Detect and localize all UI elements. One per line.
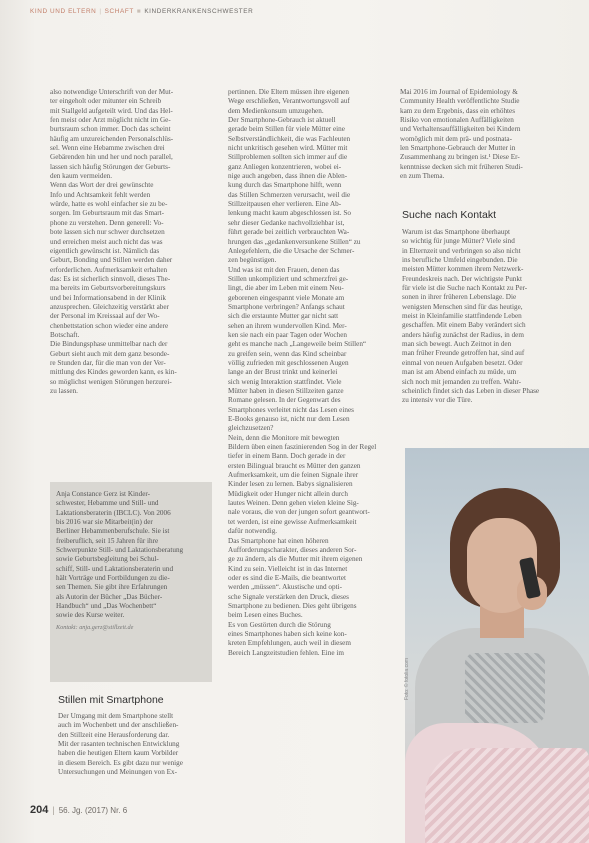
text-line: ge zu ändern, als die Mutter mit ihrem eigenen: [228, 555, 363, 564]
text-line: Romane gelesen. In der Gegenwart des: [228, 396, 341, 405]
text-line: Zusammenhang zu bringen ist.¹ Diese Er-: [400, 153, 520, 162]
bio-line: sen Themen. Sie gibt ihre Erfahrungen: [56, 583, 168, 592]
text-line: also notwendige Unterschrift von der Mut-: [50, 88, 174, 96]
text-line: der Personal im Kreissaal auf der Wo-: [50, 312, 160, 321]
text-line: kam zu dem Ergebnis, dass ein erhöhtes: [400, 106, 516, 115]
text-line: Untersuchungen und Meinungen von Ex-: [58, 768, 177, 777]
text-line: E-Books genauso ist, nicht nur dem Lesen: [228, 415, 350, 424]
stillen-text: [58, 712, 216, 777]
text-line: in diesem Bereich. Es gibt dazu nur wenige: [58, 758, 183, 767]
text-line: für viele ist die Suche nach Kontakt zu Per-: [402, 284, 528, 293]
running-head-separator: |: [99, 8, 102, 15]
text-line: wenigsten Menschen sind für das heutige,: [402, 302, 523, 311]
text-line: häufig am unzureichenden Personalschlüs-: [50, 134, 174, 143]
text-line: so wichtig für junge Mütter? Viele sind: [402, 237, 515, 246]
text-line: kreten Empfehlungen, auch weil in diesem: [228, 639, 351, 648]
text-line: pertinnen. Die Eltern müssen ihre eigenen: [228, 88, 349, 96]
text-line: zu greifen sein, wenn das Kind scheinbar: [228, 349, 347, 358]
text-line: dafür notwendig.: [228, 527, 278, 536]
author-infobox: [50, 482, 212, 682]
text-line: zu lassen.: [50, 387, 78, 395]
bio-line: sowie des Kurse weiter.: [56, 611, 125, 620]
text-line: anders häufig zunächst der Radius, in dem: [402, 330, 524, 339]
text-line: und erreichen meist auch nicht das was: [50, 237, 163, 246]
page-number: 204: [30, 804, 49, 816]
text-line: Botschaft.: [50, 330, 80, 339]
text-line: anzusprechen. Gleichzeitig verstärkt aber: [50, 302, 169, 311]
text-line: Der Umgang mit dem Smartphone stellt: [58, 712, 174, 720]
bio-line: Schwerpunkte Still- und Laktationsberatung: [56, 546, 184, 555]
text-line: sehr dieser Gedanke nachvollziehbar ist,: [228, 218, 345, 227]
text-line: Gebärenden hin und her und noch parallel,: [50, 153, 173, 162]
text-line: Nein, denn die Monitore mit bewegten: [228, 433, 340, 442]
text-line: geborenen eingespannt viele Monate am: [228, 293, 345, 302]
column-3: [400, 88, 576, 181]
text-line: Warum ist das Smartphone überhaupt: [402, 228, 511, 236]
text-line: das: Es ist sicherlich sinnvoll, dieses The-: [50, 274, 171, 283]
column-2-text: [228, 88, 393, 658]
bio-line: schiff, Still- und Laktationsberaterin und: [56, 564, 174, 573]
text-line: so möglichst wenigen Störungen herzurei-: [50, 377, 172, 386]
text-line: dem Medienkonsum umzugehen.: [228, 106, 324, 115]
text-line: eines Smartphones haben sich keine kon-: [228, 629, 347, 638]
text-line: phone zu verstehen. Denn generell: Vo-: [50, 218, 164, 227]
text-line: in Elternzeit und verbringen so also nicht: [402, 246, 521, 255]
text-line: burtsraum schon immer. Doch das scheint: [50, 125, 171, 134]
text-line: en zum Thema.: [400, 172, 445, 181]
text-line: re Stunden dar, für die man von der Ver-: [50, 358, 166, 367]
text-line: das Stillen Schmerzen verursacht, weil die: [228, 190, 351, 199]
text-line: geht es manche nach „Langeweile beim Stillen“: [228, 340, 367, 349]
text-line: Smartphones verleitet nicht das Lesen eines: [228, 405, 354, 414]
text-line: lautes Weinen. Denn gehen vielen kleine Sig-: [228, 499, 359, 508]
text-line: meist in Kleinfamilie stattfindende Leben: [402, 312, 522, 321]
suche-text-block: [402, 228, 578, 406]
text-line: Müdigkeit oder Hunger nicht allein durch: [228, 489, 348, 498]
text-line: lingt, die aber im Leben mit einem Neu-: [228, 284, 344, 293]
text-line: Mit der rasanten technischen Entwicklung: [58, 740, 180, 749]
text-line: völlig zufrieden mit geschlossenen Augen: [228, 358, 349, 367]
stillen-text-block: [58, 712, 216, 777]
text-line: sche Signale verstärken den Druck, dieses: [228, 592, 349, 601]
text-line: man früher Freunde getroffen hat, sind auf: [402, 349, 525, 358]
photo-credit: Foto: © fotolia.com: [404, 657, 410, 700]
text-line: würde, hatte es wohl einfacher sie zu be-: [50, 200, 168, 209]
text-line: Geburt sieht auch mit dem ganz besonde-: [50, 349, 170, 358]
column-1: [50, 88, 212, 396]
text-line: mittlung des Kindes geworden kann, es kin-: [50, 368, 177, 377]
text-line: man sich bewegt. Auch Zeitnot in den: [402, 340, 512, 349]
section-heading-suche: Suche nach Kontakt: [402, 209, 496, 221]
text-line: tet werden, ist eine gewisse Aufmerksamkeit: [228, 517, 357, 526]
text-line: nicht unkritisch gesehen wird. Mütter mit: [228, 144, 348, 153]
text-line: Die Bindungsphase unmittelbar nach der: [50, 340, 168, 349]
text-line: haben die heutigen Eltern kaum Vorbilder: [58, 749, 179, 758]
text-line: Mai 2016 im Journal of Epidemiology &: [400, 88, 518, 96]
text-line: meisten Mütter kommen ihrem Netzwerk-: [402, 265, 524, 274]
running-head: KIND UND ELTERN | SCHAFT ■ KINDERKRANKENSCHWESTER: [30, 8, 254, 15]
bio-line: sowie Geburtsbegleitung bei Schul-: [56, 555, 159, 564]
text-line: Community Health veröffentlichte Studie: [400, 97, 520, 106]
text-line: sorgen. Im Geburtsraum mit das Smart-: [50, 209, 165, 218]
column-2: [228, 88, 393, 658]
text-line: bote lassen sich nur schwer durchsetzen: [50, 228, 165, 237]
running-head-section: KIND UND ELTERN: [30, 8, 97, 15]
bio-line: bis 2016 war sie Mitarbeit(in) der: [56, 518, 153, 527]
bio-line: Anja Constance Gerz ist Kinder-: [56, 490, 151, 498]
text-line: ganz Anliegen konzentrieren, wobei ei-: [228, 162, 342, 171]
text-line: len Smartphone-Gebrauch der Mutter in: [400, 144, 516, 153]
bio-line: Berliner Hebammenberufschule. Sie ist: [56, 527, 170, 536]
text-line: sich wenig Interaktion stattfindet. Viele: [228, 377, 342, 386]
bio-line: als Autorin der Bücher „Das Bücher-: [56, 592, 163, 601]
text-line: fen meist oder Arzt möglicht nicht im Ge-: [50, 116, 171, 125]
journal-issue: 56. Jg. (2017) Nr. 6: [58, 806, 128, 815]
text-line: tiefer in einem Bann. Doch gerade in der: [228, 452, 346, 461]
text-line: Smartphone verbringen? Anfangs schaut: [228, 302, 345, 311]
text-line: Kinder lesen zu lernen. Babys signalisieren: [228, 480, 353, 489]
bio-line: freiberuflich, seit 15 Jahren für ihre: [56, 536, 159, 545]
text-line: Bereich Langzeitstudien fehlen. Eine im: [228, 648, 344, 657]
text-line: sel. Wenn eine Hebamme zwischen drei: [50, 144, 165, 153]
text-line: ma bereits im Geburtsvorbereitungskurs: [50, 284, 166, 293]
text-line: sonen in ihrer früheren Lebenslage. Die: [402, 293, 517, 302]
text-line: hrungen das „gedankenversunkene Stillen“ zu: [228, 237, 361, 246]
text-line: geschaffen. Mit einem Baby verändert sich: [402, 321, 526, 330]
text-line: chenbettstation schon wieder eine andere: [50, 321, 169, 330]
text-line: den kaum vermeiden.: [50, 172, 113, 181]
text-line: ersten Bilingual braucht es Mütter den ganzen: [228, 461, 361, 470]
running-head-title: KINDERKRANKENSCHWESTER: [144, 8, 254, 15]
text-line: Wege erschließen, Verantwortungsvoll auf: [228, 97, 350, 106]
text-line: sehen an ihrem wundervollen Kind. Mer-: [228, 321, 347, 330]
text-line: auch im Wochenbett und der anschließen-: [58, 721, 179, 730]
text-line: nige auch angeben, dass ihnen die Ablen-: [228, 172, 348, 181]
text-line: Smartphone zu bedienen. Dies geht übrigens: [228, 601, 357, 610]
text-line: Stillzeitpausen eher verlieren. Eine Ab-: [228, 200, 342, 209]
bio-line: hält Vorträge und Fortbildungen zu die-: [56, 574, 170, 583]
text-line: Mütter haben in diesen Stillzeiten ganze: [228, 387, 344, 395]
text-line: scheinlich findet sich das Leben in dieser Phase: [402, 386, 540, 395]
text-line: womöglich mit dem prä- und postnata-: [400, 134, 512, 143]
text-line: zu intensiv vor die Türe.: [402, 396, 473, 405]
footer-separator: |: [52, 805, 55, 815]
text-line: zen begünstigen.: [228, 256, 277, 265]
text-line: man ist am Abend einfach zu müde, um: [402, 368, 517, 377]
page-footer: [30, 804, 127, 816]
text-line: lassen sich häufig Störungen der Geburts-: [50, 162, 171, 171]
text-line: und Verhaltensauffälligkeiten bei Kindern: [400, 125, 521, 134]
text-line: Bildern üben einen faszinierenden Sog in der Regel: [228, 443, 377, 452]
text-line: Freundeskreis nach. Der wichtigste Punkt: [402, 274, 522, 283]
text-line: Stillen unkompliziert und schmerzfrei ge-: [228, 274, 349, 283]
text-line: nale voraus, die von der jungen sofort geantwort-: [228, 508, 370, 517]
text-line: Selbstverständlichkeit, die was Fachleuten: [228, 134, 351, 143]
text-line: Kind zu sein. Vielleicht ist in das Internet: [228, 564, 348, 573]
suche-text: [402, 228, 578, 406]
text-line: kenntnisse decken sich mit früheren Studi-: [400, 162, 523, 171]
text-line: Stillproblemen sollten sich immer auf die: [228, 153, 348, 162]
text-line: Der Smartphone-Gebrauch ist aktuell: [228, 116, 336, 125]
text-line: gerade beim Stillen für viele Mütter eine: [228, 125, 345, 134]
text-line: Aufforderungscharakter, dieses anderen Sor-: [228, 545, 357, 554]
text-line: sich noch mit jemanden zu treffen. Wahr-: [402, 377, 521, 386]
text-line: Aufmerksamkeit, um die feinen Signale ihrer: [228, 471, 359, 480]
text-line: gleichzusetzen?: [228, 424, 274, 433]
text-line: Risiko von emotionalen Auffälligkeiten: [400, 116, 514, 125]
text-line: einmal von neuen Aufgaben besetzt. Oder: [402, 358, 523, 367]
text-line: mit Stallgeld aufgeteilt wird. Und das Hel-: [50, 106, 173, 115]
text-line: werden „müssen“. Akustische und opti-: [228, 583, 342, 592]
author-bio-text: [56, 490, 206, 621]
text-line: kung durch das Smartphone hilft, wenn: [228, 181, 342, 190]
column-3-text: [400, 88, 576, 181]
text-line: beim Lesen eines Buches.: [228, 611, 303, 620]
text-line: ken sie nach ein paar Tagen oder Wochen: [228, 330, 347, 339]
bio-line: Laktationsberaterin (IBCLC). Von 2006: [56, 508, 171, 517]
section-heading-stillen: Stillen mit Smartphone: [58, 694, 164, 706]
text-line: ins berufliche Umfeld eingebunden. Die: [402, 256, 518, 265]
text-line: Anlegefehlern, die die Ursache der Schmer-: [228, 246, 355, 255]
text-line: Das Smartphone hat einen höheren: [228, 536, 329, 545]
text-line: eigentlich gewünscht ist. Nämlich das: [50, 246, 160, 255]
author-contact: Kontakt: anja.gerz@stillzeit.de: [56, 623, 134, 631]
text-line: den Stillzeit eine Herausforderung dar.: [58, 730, 170, 739]
text-line: lenkung macht kaum abgeschlossen ist. So: [228, 209, 351, 218]
text-line: oder es sind die E-Mails, die beantwortet: [228, 573, 346, 582]
running-head-subsection: SCHAFT: [104, 8, 134, 15]
text-line: Wenn das Wort der drei gewünschte: [50, 181, 154, 190]
bio-line: schwester, Hebamme und Still- und: [56, 499, 159, 508]
text-line: Und was ist mit den Frauen, denen das: [228, 265, 340, 274]
text-line: sich die erstaunte Mutter gar nicht satt: [228, 312, 339, 321]
text-line: ter eingeholt oder mitunter ein Schreib: [50, 97, 162, 106]
column-1-text: [50, 88, 212, 396]
mother-phone-baby-photo: [405, 448, 589, 843]
text-line: Geburt, Bonding und Stillen werden daher: [50, 256, 173, 265]
text-line: Info und Achtsamkeit fehlt werden: [50, 190, 151, 199]
text-line: lange an der Brust trinkt und keinerlei: [228, 368, 338, 377]
text-line: erforderlichen. Aufmerksamkeit erhalten: [50, 265, 168, 274]
text-line: Es von Gestörten durch die Störung: [228, 620, 331, 629]
text-line: führt gerade bei zeitlich verbrauchten Wa-: [228, 228, 350, 237]
bio-line: Handbuch“ und „Das Wochenbett“: [56, 602, 157, 611]
text-line: und bei Informationsabend in der Klinik: [50, 293, 166, 302]
